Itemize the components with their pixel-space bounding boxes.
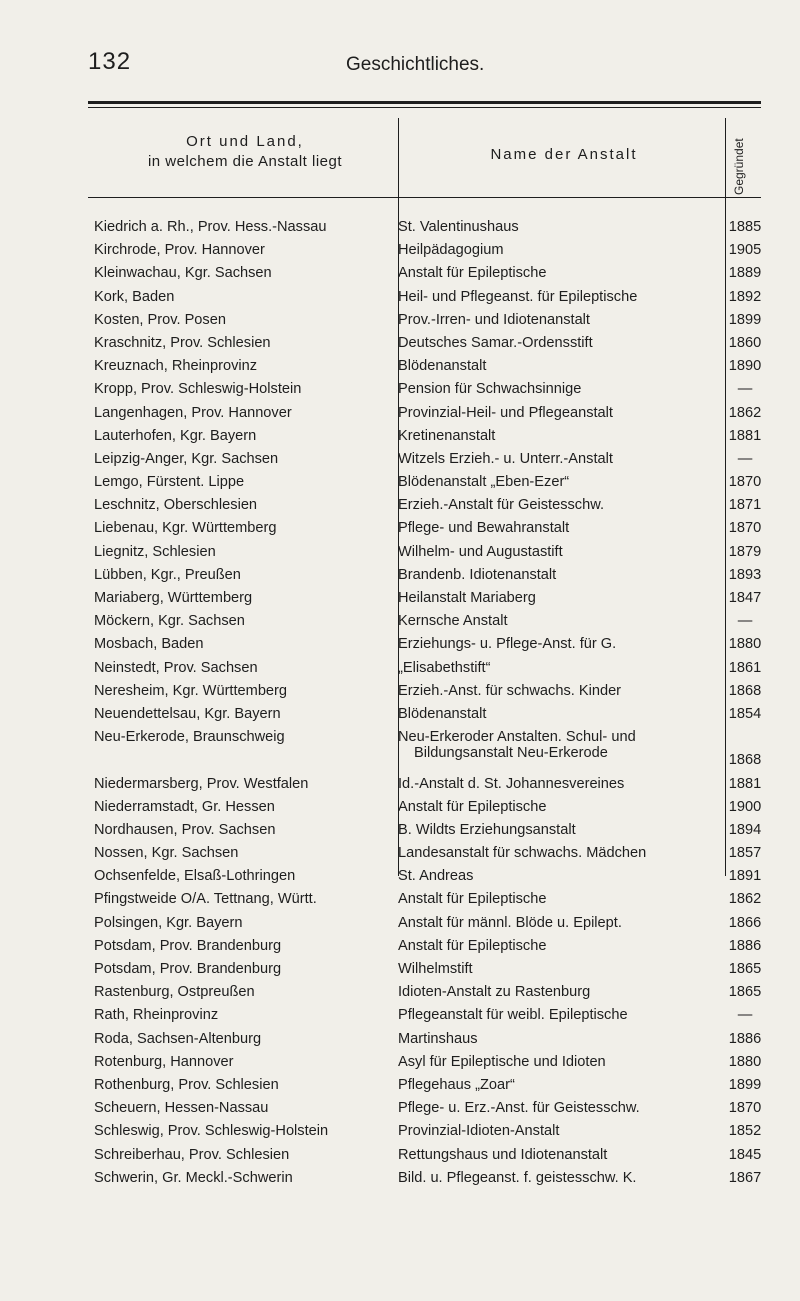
institution-name-line: Asyl für Epileptische und Idioten (398, 1053, 606, 1070)
table-row (0, 915, 800, 938)
institution-name-cell (398, 497, 708, 513)
place-cell: Neu-Erkerode, Braunschweig (94, 729, 285, 746)
place-cell: Mosbach, Baden (94, 636, 204, 653)
place-cell: Mariaberg, Württemberg (94, 590, 253, 606)
place-cell: Lemgo, Fürstent. Lippe (94, 474, 245, 491)
table-row (0, 799, 800, 822)
founded-year-cell: 1866 (728, 914, 762, 931)
table-row (0, 335, 800, 358)
institution-name-line: Blödenanstalt (398, 705, 487, 722)
institution-name-line: Kretinenanstalt (398, 427, 496, 444)
founded-year-cell: 1886 (728, 1030, 762, 1047)
institution-name-cell (398, 242, 708, 258)
founded-year-cell: 1852 (728, 1123, 762, 1140)
place-cell: Pfingstweide O/A. Tettnang, Württ. (94, 891, 317, 908)
table-row (0, 1100, 800, 1123)
place-cell: Neresheim, Kgr. Württemberg (94, 682, 288, 699)
founded-year-cell: 1871 (728, 497, 762, 514)
institution-name-cell (398, 683, 708, 699)
institution-name-line: Bild. u. Pflegeanst. f. geistesschw. K. (398, 1169, 637, 1186)
table-row (0, 590, 800, 613)
table-row (0, 405, 800, 428)
founded-year-cell: — (737, 613, 753, 630)
institution-name-line: Id.-Anstalt d. St. Johannesvereines (398, 775, 625, 792)
table-row (0, 683, 800, 706)
institution-name-cell (398, 891, 708, 907)
founded-year-cell: 1892 (728, 288, 762, 305)
institution-name-line: Martinshaus (398, 1030, 478, 1047)
table-row (0, 868, 800, 891)
founded-year-cell: 1854 (728, 705, 762, 722)
institution-name-cell (398, 729, 708, 761)
founded-year-cell: 1890 (728, 358, 762, 375)
institution-name-cell (398, 289, 708, 305)
institution-name-cell (398, 1031, 708, 1047)
place-cell: Schleswig, Prov. Schleswig-Holstein (94, 1123, 329, 1140)
running-title: Geschichtliches. (346, 54, 485, 75)
institution-name-line: Anstalt für Epileptische (398, 891, 547, 908)
institution-name-line: Anstalt für Epileptische (398, 798, 547, 815)
institution-name-cell (398, 776, 708, 792)
founded-year-cell: 1865 (728, 984, 762, 1001)
founded-year-cell: — (737, 1007, 753, 1024)
place-cell: Liegnitz, Schlesien (94, 543, 216, 560)
table-row (0, 938, 800, 961)
founded-year-cell: 1893 (728, 566, 762, 583)
page-header (0, 0, 800, 90)
place-cell: Kraschnitz, Prov. Schlesien (94, 334, 271, 351)
institution-name-cell (398, 1007, 708, 1023)
institution-name-cell (398, 915, 708, 931)
place-cell: Kreuznach, Rheinprovinz (94, 358, 258, 375)
place-cell: Niederramstadt, Gr. Hessen (94, 798, 275, 815)
institution-name-line: St. Andreas (398, 868, 474, 885)
institution-name-line: Neu-Erkeroder Anstalten. Schul- und (398, 729, 636, 746)
founded-year-cell: 1899 (728, 1076, 762, 1093)
institution-name-line: Erzieh.-Anstalt für Geistesschw. (398, 497, 605, 514)
institution-name-line: Anstalt für Epileptische (398, 265, 547, 282)
founded-year-cell: 1881 (728, 775, 762, 792)
founded-year-cell: 1880 (728, 636, 762, 653)
institution-name-cell (398, 1170, 708, 1186)
institution-name-line: Landesanstalt für schwachs. Mädchen (398, 845, 647, 862)
table-top-rule (88, 101, 761, 104)
place-cell: Leipzig-Anger, Kgr. Sachsen (94, 450, 279, 467)
institution-name-cell (398, 984, 708, 1000)
institution-name-cell (398, 613, 708, 629)
table-row (0, 497, 800, 520)
header-place-line1: Ort und Land, (186, 133, 304, 150)
table-row (0, 636, 800, 659)
institution-name-line: Anstalt für männl. Blöde u. Epilept. (398, 914, 622, 931)
institution-name-cell (398, 1054, 708, 1070)
header-place-line2: in welchem die Anstalt liegt (147, 153, 343, 170)
place-cell: Potsdam, Prov. Brandenburg (94, 937, 282, 954)
founded-year-cell: 1865 (728, 961, 762, 978)
founded-year-cell: 1845 (728, 1146, 762, 1163)
founded-year-cell: 1862 (728, 891, 762, 908)
institution-name-line: Idioten-Anstalt zu Rastenburg (398, 984, 591, 1001)
table-row (0, 729, 800, 775)
institution-name-cell (398, 474, 708, 490)
place-cell: Ochsenfelde, Elsaß-Lothringen (94, 868, 296, 885)
place-cell: Neuendettelsau, Kgr. Bayern (94, 705, 281, 722)
institution-name-line: Kernsche Anstalt (398, 613, 508, 630)
institution-name-cell (398, 451, 708, 467)
place-cell: Möckern, Kgr. Sachsen (94, 613, 245, 630)
institution-name-cell (398, 428, 708, 444)
founded-year-cell: 1885 (728, 219, 762, 235)
institution-name-line: Pflegehaus „Zoar“ (398, 1076, 515, 1093)
institution-name-line: Deutsches Samar.-Ordensstift (398, 334, 593, 351)
founded-year-cell: 1881 (728, 427, 762, 444)
page-number: 132 (88, 48, 132, 75)
table-row (0, 1077, 800, 1100)
place-cell: Nossen, Kgr. Sachsen (94, 845, 239, 862)
table-row (0, 312, 800, 335)
place-cell: Nordhausen, Prov. Sachsen (94, 821, 276, 838)
institution-name-line: Erziehungs- u. Pflege-Anst. für G. (398, 636, 617, 653)
institution-name-line: Blödenanstalt (398, 358, 487, 375)
table-row (0, 961, 800, 984)
founded-year-cell: 1879 (728, 543, 762, 560)
institution-name-cell (398, 358, 708, 374)
table-row (0, 891, 800, 914)
founded-year-cell: 1891 (728, 868, 762, 885)
institution-name-cell (398, 544, 708, 560)
institution-name-cell (398, 636, 708, 652)
institution-name-cell (398, 405, 708, 421)
table-row (0, 381, 800, 404)
place-cell: Kirchrode, Prov. Hannover (94, 242, 265, 259)
institution-name-line: Pflege- u. Erz.-Anst. für Geistesschw. (398, 1100, 640, 1117)
institution-name-continuation: Bildungsanstalt Neu-Erkerode (414, 745, 608, 762)
table-row (0, 1007, 800, 1030)
place-cell: Lübben, Kgr., Preußen (94, 566, 241, 583)
table-top-rule-thin (88, 107, 761, 108)
table-row (0, 567, 800, 590)
institution-name-line: Provinzial-Heil- und Pflegeanstalt (398, 404, 613, 421)
founded-year-cell: 1857 (728, 845, 762, 862)
institution-name-cell (398, 381, 708, 397)
place-cell: Niedermarsberg, Prov. Westfalen (94, 775, 309, 792)
institution-name-cell (398, 799, 708, 815)
founded-year-cell: — (737, 381, 753, 398)
founded-year-cell: 1886 (728, 937, 762, 954)
institution-name-line: Pflege- und Bewahranstalt (398, 520, 570, 537)
institution-name-line: Blödenanstalt „Eben-Ezer“ (398, 474, 570, 491)
institution-name-cell (398, 520, 708, 536)
place-cell: Schwerin, Gr. Meckl.-Schwerin (94, 1169, 293, 1186)
institution-name-line: Pension für Schwachsinnige (398, 381, 582, 398)
table-row (0, 289, 800, 312)
place-cell: Kleinwachau, Kgr. Sachsen (94, 265, 272, 282)
founded-year-cell: 1860 (728, 334, 762, 351)
founded-year-cell: 1868 (728, 752, 762, 769)
header-name: Name der Anstalt (490, 146, 638, 163)
table-row (0, 242, 800, 265)
founded-year-cell: 1880 (728, 1053, 762, 1070)
institution-name-cell (398, 590, 708, 606)
institution-name-cell (398, 265, 708, 281)
institution-name-cell (398, 822, 708, 838)
institution-name-cell (398, 868, 708, 884)
founded-year-cell: 1868 (728, 682, 762, 699)
place-cell: Rastenburg, Ostpreußen (94, 984, 255, 1001)
founded-year-cell: 1847 (728, 590, 762, 606)
institution-name-line: Heilpädagogium (398, 242, 504, 259)
table-row (0, 474, 800, 497)
place-cell: Lauterhofen, Kgr. Bayern (94, 427, 257, 444)
place-cell: Potsdam, Prov. Brandenburg (94, 961, 282, 978)
place-cell: Kork, Baden (94, 288, 175, 305)
founded-year-cell: — (737, 450, 753, 467)
institution-name-cell (398, 312, 708, 328)
institution-name-cell (398, 1123, 708, 1139)
institution-name-line: St. Valentinushaus (398, 219, 519, 235)
institution-name-line: Provinzial-Idioten-Anstalt (398, 1123, 560, 1140)
table-row (0, 428, 800, 451)
table-row (0, 451, 800, 474)
founded-year-cell: 1861 (728, 659, 762, 676)
table-row (0, 520, 800, 543)
founded-year-cell: 1899 (728, 311, 762, 328)
institution-name-cell (398, 567, 708, 583)
founded-year-cell: 1870 (728, 1100, 762, 1117)
table-row (0, 544, 800, 567)
table-row (0, 1170, 800, 1193)
table-row (0, 358, 800, 381)
place-cell: Scheuern, Hessen-Nassau (94, 1100, 269, 1117)
institution-name-line: Rettungshaus und Idiotenanstalt (398, 1146, 608, 1163)
founded-year-cell: 1905 (728, 242, 762, 259)
header-place (100, 132, 390, 172)
table-row (0, 265, 800, 288)
place-cell: Leschnitz, Oberschlesien (94, 497, 258, 514)
table-row (0, 1147, 800, 1170)
table-row (0, 845, 800, 868)
founded-year-cell: 1867 (728, 1169, 762, 1186)
founded-year-cell: 1870 (728, 520, 762, 537)
place-cell: Polsingen, Kgr. Bayern (94, 914, 243, 931)
table-row (0, 613, 800, 636)
institution-name-cell (398, 219, 708, 235)
table-row (0, 776, 800, 799)
founded-year-cell: 1894 (728, 821, 762, 838)
institution-name-cell (398, 1077, 708, 1093)
place-cell: Rothenburg, Prov. Schlesien (94, 1076, 279, 1093)
table-row (0, 1054, 800, 1077)
table-row (0, 984, 800, 1007)
institution-name-cell (398, 845, 708, 861)
table-row (0, 1031, 800, 1054)
table-row (0, 1123, 800, 1146)
founded-year-cell: 1900 (728, 798, 762, 815)
institution-name-line: Anstalt für Epileptische (398, 937, 547, 954)
institution-name-cell (398, 660, 708, 676)
place-cell: Roda, Sachsen-Altenburg (94, 1030, 262, 1047)
place-cell: Kropp, Prov. Schleswig-Holstein (94, 381, 302, 398)
table-row (0, 219, 800, 242)
place-cell: Neinstedt, Prov. Sachsen (94, 659, 258, 676)
institution-name-cell (398, 335, 708, 351)
institution-name-line: Wilhelm- und Augustastift (398, 543, 563, 560)
place-cell: Liebenau, Kgr. Württemberg (94, 520, 277, 537)
institution-name-line: „Elisabethstift“ (398, 659, 491, 676)
table-header-rule (88, 197, 761, 198)
institution-name-line: Prov.-Irren- und Idiotenanstalt (398, 311, 590, 328)
place-cell: Kiedrich a. Rh., Prov. Hess.-Nassau (94, 219, 327, 235)
institution-name-line: Heilanstalt Mariaberg (398, 590, 536, 606)
table-row (0, 660, 800, 683)
institution-name-cell (398, 1147, 708, 1163)
institution-name-cell (398, 1100, 708, 1116)
founded-year-cell: 1862 (728, 404, 762, 421)
table-row (0, 706, 800, 729)
institution-name-cell (398, 938, 708, 954)
institution-name-line: Wilhelmstift (398, 961, 473, 978)
institution-name-line: Pflegeanstalt für weibl. Epileptische (398, 1007, 628, 1024)
institution-table (0, 219, 800, 1193)
institution-name-line: Brandenb. Idiotenanstalt (398, 566, 557, 583)
place-cell: Schreiberhau, Prov. Schlesien (94, 1146, 290, 1163)
institution-name-line: B. Wildts Erziehungsanstalt (398, 821, 576, 838)
institution-name-cell (398, 706, 708, 722)
place-cell: Kosten, Prov. Posen (94, 311, 226, 328)
institution-name-cell (398, 961, 708, 977)
table-row (0, 822, 800, 845)
header-founded: Gegründet (732, 138, 746, 195)
place-cell: Langenhagen, Prov. Hannover (94, 404, 292, 421)
institution-name-line: Erzieh.-Anst. für schwachs. Kinder (398, 682, 622, 699)
place-cell: Rotenburg, Hannover (94, 1053, 234, 1070)
founded-year-cell: 1889 (728, 265, 762, 282)
institution-name-line: Heil- und Pflegeanst. für Epileptische (398, 288, 638, 305)
place-cell: Rath, Rheinprovinz (94, 1007, 219, 1024)
founded-year-cell: 1870 (728, 474, 762, 491)
institution-name-line: Witzels Erzieh.- u. Unterr.-Anstalt (398, 450, 613, 467)
